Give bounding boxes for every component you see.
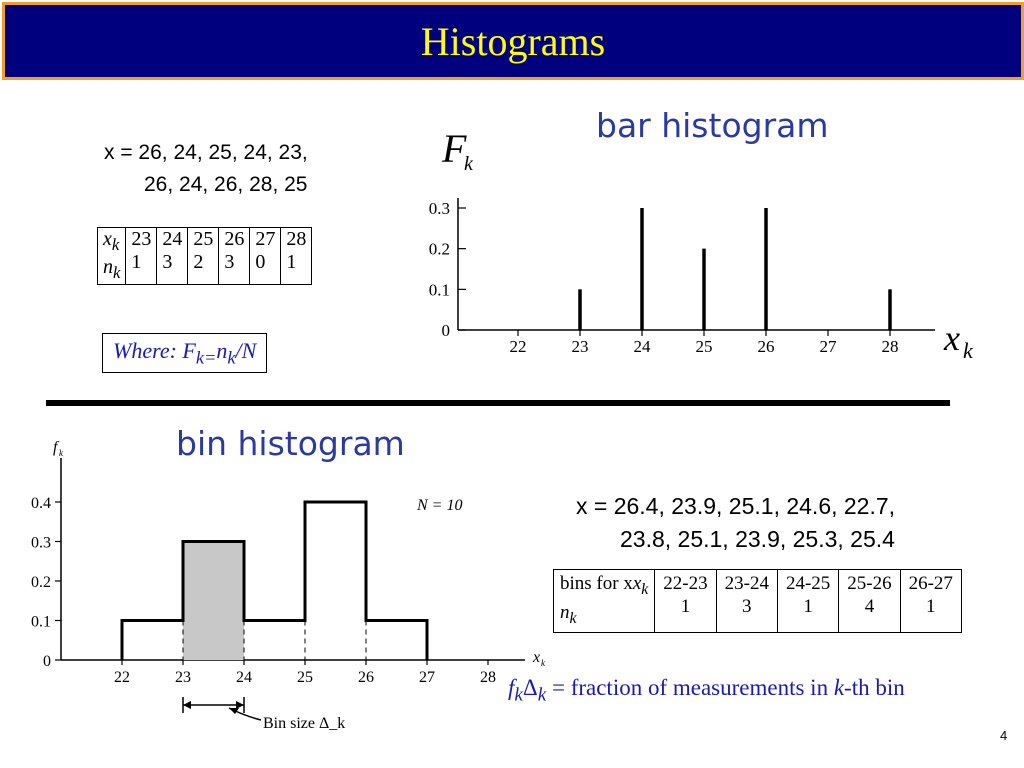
y-tick-label: 0 bbox=[43, 653, 51, 670]
x-tick-label: 28 bbox=[881, 337, 899, 356]
table-cell: 27 0 bbox=[250, 228, 281, 285]
page-number: 4 bbox=[1000, 728, 1008, 743]
bin-size-label: Bin size Δ_k bbox=[263, 715, 346, 732]
x-tick-label: 23 bbox=[175, 669, 191, 686]
table-cell: 26-27 1 bbox=[900, 570, 961, 633]
data-line-2b: 23.8, 25.1, 23.9, 25.3, 25.4 bbox=[620, 526, 895, 552]
bin-histogram-title: bin histogram bbox=[176, 424, 405, 463]
y-tick-label: 0 bbox=[441, 321, 450, 340]
data-list-2 bbox=[576, 493, 895, 553]
bar-histogram-chart bbox=[410, 130, 1010, 380]
bar-histogram-title: bar histogram bbox=[596, 106, 829, 145]
histogram-bin-fill bbox=[122, 621, 183, 661]
sample-size-annotation: N = 10 bbox=[417, 497, 463, 514]
table-cell: 28 1 bbox=[281, 228, 312, 285]
histogram-bin-fill bbox=[183, 542, 244, 661]
y-tick-label: 0.3 bbox=[428, 199, 450, 218]
table-row-label: bins for $xx_k$ $n_k$ bbox=[554, 570, 655, 633]
histogram-outline bbox=[122, 502, 427, 660]
x-tick-label: 26 bbox=[757, 337, 775, 356]
x-axis-label-sub: k bbox=[541, 658, 545, 668]
x-tick-label: 28 bbox=[480, 669, 496, 686]
x-tick-label: 24 bbox=[633, 337, 651, 356]
y-axis-label-sub: k bbox=[464, 153, 473, 175]
y-tick-label: 0.2 bbox=[31, 574, 51, 591]
data-line-1b: 26, 24, 26, 28, 25 bbox=[144, 173, 308, 196]
table-cell: 26 3 bbox=[219, 228, 250, 285]
x-tick-label: 25 bbox=[695, 337, 713, 356]
x-tick-label: 23 bbox=[571, 337, 589, 356]
y-axis-label-sub: k bbox=[59, 448, 63, 458]
freq-table-1 bbox=[97, 227, 312, 285]
y-tick-label: 0.1 bbox=[31, 613, 51, 631]
histogram-bin-fill bbox=[305, 502, 366, 660]
table-cell: 23 1 bbox=[126, 228, 157, 285]
y-tick-label: 0.3 bbox=[31, 534, 51, 552]
table-cell: 22-23 1 bbox=[655, 570, 716, 633]
x-tick-label: 22 bbox=[114, 669, 130, 686]
y-axis-label: f bbox=[53, 439, 58, 456]
x-axis-label-sub: k bbox=[963, 338, 973, 363]
table-cell: 23-24 3 bbox=[716, 570, 777, 633]
data-line-2a: x = 26.4, 23.9, 25.1, 24.6, 22.7, bbox=[576, 493, 896, 519]
bins-table bbox=[553, 569, 962, 633]
slide-title: Histograms bbox=[420, 18, 606, 64]
data-line-1a: x = 26, 24, 25, 24, 23, bbox=[104, 141, 308, 164]
x-tick-label: 25 bbox=[297, 669, 313, 686]
x-axis-label: x bbox=[533, 649, 541, 666]
x-tick-label: 27 bbox=[819, 337, 837, 356]
bin-histogram-chart bbox=[15, 430, 555, 740]
x-axis-label: x bbox=[944, 318, 960, 358]
histogram-bin-fill bbox=[244, 621, 305, 661]
table-cell: 24 3 bbox=[157, 228, 188, 285]
x-tick-label: 27 bbox=[419, 669, 435, 686]
x-tick-label: 24 bbox=[236, 669, 252, 686]
x-tick-label: 22 bbox=[509, 337, 527, 356]
slide-header bbox=[2, 2, 1024, 80]
bin-size-pointer-head bbox=[229, 708, 239, 714]
data-list-1 bbox=[104, 141, 308, 197]
table-row-label: $x_k$ $n_k$ bbox=[98, 228, 126, 285]
y-axis-label: F bbox=[442, 130, 467, 171]
where-box: Where: $F_{k=}n_k/N$ bbox=[102, 333, 267, 373]
y-tick-label: 0.2 bbox=[428, 239, 450, 259]
x-tick-label: 26 bbox=[358, 669, 374, 686]
bin-fraction-caption: $f_k\Delta_k$ = fraction of measurements in k-th bin bbox=[508, 675, 905, 706]
table-cell: 25 2 bbox=[188, 228, 219, 285]
histogram-bin-fill bbox=[366, 621, 427, 661]
table-cell: 25-26 4 bbox=[839, 570, 900, 633]
section-divider bbox=[46, 400, 950, 406]
table-cell: 24-25 1 bbox=[777, 570, 838, 633]
y-tick-label: 0.4 bbox=[31, 495, 51, 512]
y-tick-label: 0.1 bbox=[428, 280, 450, 300]
